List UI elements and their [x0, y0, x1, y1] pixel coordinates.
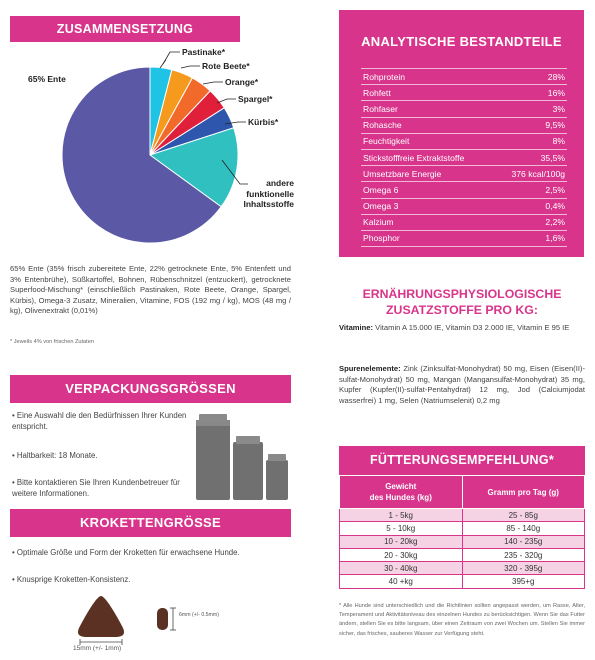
analytic-row-value: 1,6% [494, 230, 567, 246]
analytic-row-name: Rohprotein [361, 69, 494, 85]
feeding-row-weight: 30 - 40kg [340, 562, 463, 575]
analytic-box [339, 10, 584, 257]
feeding-row-weight: 40 +kg [340, 575, 463, 588]
analytic-row-name: Umsetzbare Energie [361, 166, 494, 182]
analytic-row-value: 2,2% [494, 214, 567, 230]
analytic-row-name: Rohasche [361, 117, 494, 133]
trace-text: Zink (Zinksulfat-Monohydrat) 50 mg, Eisen (Eisen(II)-sulfat-Monohydrat) 50 mg, Mangan (Mangansulfat-Monohydrat) 35 mg, Kupfer (Kupfer(II)-sulfat-Pentahydrat) 12 mg, Jod (Calciumjodat wasserfrei) 1 mg, Selen (Natriumselenit) 0,2 mg [339, 364, 585, 405]
analytic-title: ANALYTISCHE BESTANDTEILE [361, 34, 562, 49]
pie-label-pastinake: Pastinake* [182, 47, 225, 57]
packaging-bullet-1: • Eine Auswahl die den Bedürfnissen Ihrer Kunden entspricht. [12, 411, 187, 431]
analytic-row-name: Rohfaser [361, 101, 494, 117]
analytic-row [361, 214, 567, 230]
analytic-row-value: 376 kcal/100g [494, 166, 567, 182]
feeding-table [339, 475, 585, 589]
analytic-row [361, 166, 567, 182]
trace-label: Spurenelemente: [339, 364, 401, 373]
composition-title: ZUSAMMENSETZUNG [56, 22, 194, 36]
bag-large [196, 414, 230, 500]
analytic-row [361, 133, 567, 149]
analytic-row [361, 230, 567, 246]
composition-text: 65% Ente (35% frisch zubereitete Ente, 22% getrocknete Ente, 5% Entenfett und 3% Entenbrühe), Süßkartoffel, Bohnen, Rübenschnitzel (entzuckert), getrocknete Superfood-Mischung* (einschließlich Pastinaken, Rote Beete, Orange, Spargel, Kürbis), Omega-3 Zusatz, Mineralien, Vitamine, FOS (192 mg / kg), MOS (48 mg / kg), Olivenextrakt (0,01%) [10, 264, 291, 316]
kibble-title-bar [10, 509, 291, 537]
analytic-row-name: Omega 6 [361, 182, 494, 198]
pie-label-andere-line3: Inhaltsstoffe [243, 199, 294, 209]
analytic-table [361, 68, 567, 247]
feeding-row-grams: 85 - 140g [462, 522, 585, 535]
analytic-row-name: Omega 3 [361, 198, 494, 214]
feeding-row [340, 522, 585, 535]
feeding-row [340, 535, 585, 548]
pie-label-andere-line2: funktionelle [246, 188, 294, 199]
pie-label-kuerbis: Kürbis* [248, 117, 279, 127]
composition-footnote: * Jeweils 4% von frischen Zutaten [10, 339, 94, 345]
analytic-row-value: 9,5% [494, 117, 567, 133]
analytic-row-value: 35,5% [494, 149, 567, 165]
analytic-row [361, 198, 567, 214]
feeding-row-grams: 395+g [462, 575, 585, 588]
package-bags-illustration [193, 414, 291, 502]
analytic-row-name: Phosphor [361, 230, 494, 246]
pie-label-ente: 65% Ente [28, 74, 66, 84]
kibble-width-label: 15mm (+/- 1mm) [73, 645, 122, 652]
pie-label-spargel: Spargel* [238, 94, 273, 104]
feeding-row-grams: 320 - 395g [462, 562, 585, 575]
kibble-thickness-label: 6mm (+/- 0.5mm) [179, 612, 219, 618]
packaging-bullet-3: • Bitte kontaktieren Sie Ihren Kundenbetreuer für weitere Informationen. [12, 478, 180, 498]
vitamins-paragraph [339, 323, 585, 334]
analytic-row-value: 28% [494, 69, 567, 85]
vitamins-label: Vitamine: [339, 323, 374, 332]
pie-label-orange: Orange* [225, 77, 259, 87]
pie-label-andere-line1: andere [266, 178, 294, 188]
packaging-title: VERPACKUNGSGRÖSSEN [65, 381, 236, 396]
packaging-title-bar [10, 375, 291, 403]
bag-small [266, 454, 288, 500]
kibble-title: KROKETTENGRÖSSE [79, 515, 221, 530]
analytic-row-name: Feuchtigkeit [361, 133, 494, 149]
nutrition-title-line2: ZUSATZSTOFFE PRO KG: [386, 303, 538, 317]
feeding-row [340, 562, 585, 575]
analytic-row-name: Rohfett [361, 85, 494, 101]
analytic-row-value: 2,5% [494, 182, 567, 198]
analytic-row [361, 149, 567, 165]
feeding-row-grams: 235 - 320g [462, 548, 585, 561]
feeding-row-grams: 25 - 85g [462, 509, 585, 522]
kibble-side [157, 608, 168, 630]
analytic-row [361, 69, 567, 85]
feeding-col-weight-line2: des Hundes (kg) [369, 493, 432, 502]
analytic-row [361, 85, 567, 101]
packaging-bullet-2: • Haltbarkeit: 18 Monate. [12, 451, 98, 460]
feeding-row [340, 575, 585, 588]
kibble-bullet-2: • Knusprige Kroketten-Konsistenz. [12, 575, 131, 584]
trace-elements-paragraph [339, 364, 585, 406]
analytic-row-name: Stickstofffreie Extraktstoffe [361, 149, 494, 165]
analytic-row-value: 8% [494, 133, 567, 149]
feeding-row-weight: 20 - 30kg [340, 548, 463, 561]
nutrition-title [339, 286, 585, 318]
analytic-row [361, 101, 567, 117]
feeding-col-weight-line1: Gewicht [385, 482, 417, 491]
feeding-row [340, 548, 585, 561]
feeding-title-bar [339, 446, 585, 475]
analytic-row-value: 0,4% [494, 198, 567, 214]
feeding-row-weight: 10 - 20kg [340, 535, 463, 548]
vitamins-text: Vitamin A 15.000 IE, Vitamin D3 2.000 IE, Vitamin E 95 IE [375, 323, 570, 332]
feeding-row [340, 509, 585, 522]
feeding-row-grams: 140 - 235g [462, 535, 585, 548]
feeding-row-weight: 5 - 10kg [340, 522, 463, 535]
pie-label-andere [230, 178, 294, 210]
feeding-col-grams: Gramm pro Tag (g) [462, 476, 585, 509]
feeding-footnote: * Alle Hunde sind unterschiedlich und die Richtlinien sollten angepasst werden, um Rasse, Alter, Temperament und Aktivitätsniveau des einzelnen Hundes zu berücksichtigen. Wenn Sie das Futter ändern, stellen Sie es bitte langsam, über einen Zeitraum von zwei Wochen um. Stellen Sie immer sicher, das frisches, sauberes Wasser zur Verfügung steht. [339, 603, 585, 637]
analytic-row [361, 182, 567, 198]
feeding-title: FÜTTERUNGSEMPFEHLUNG* [369, 453, 555, 467]
feeding-col-weight [340, 476, 463, 509]
bag-medium [233, 436, 263, 500]
feeding-row-weight: 1 - 5kg [340, 509, 463, 522]
nutrition-title-line1: ERNÄHRUNGSPHYSIOLOGISCHE [362, 287, 562, 301]
analytic-row-name: Kalzium [361, 214, 494, 230]
analytic-row-value: 3% [494, 101, 567, 117]
kibble-triangle [78, 596, 124, 637]
kibble-bullet-1: • Optimale Größe und Form der Kroketten für erwachsene Hunde. [12, 548, 240, 557]
pie-label-rote-beete: Rote Beete* [202, 61, 250, 71]
analytic-row [361, 117, 567, 133]
analytic-row-value: 16% [494, 85, 567, 101]
